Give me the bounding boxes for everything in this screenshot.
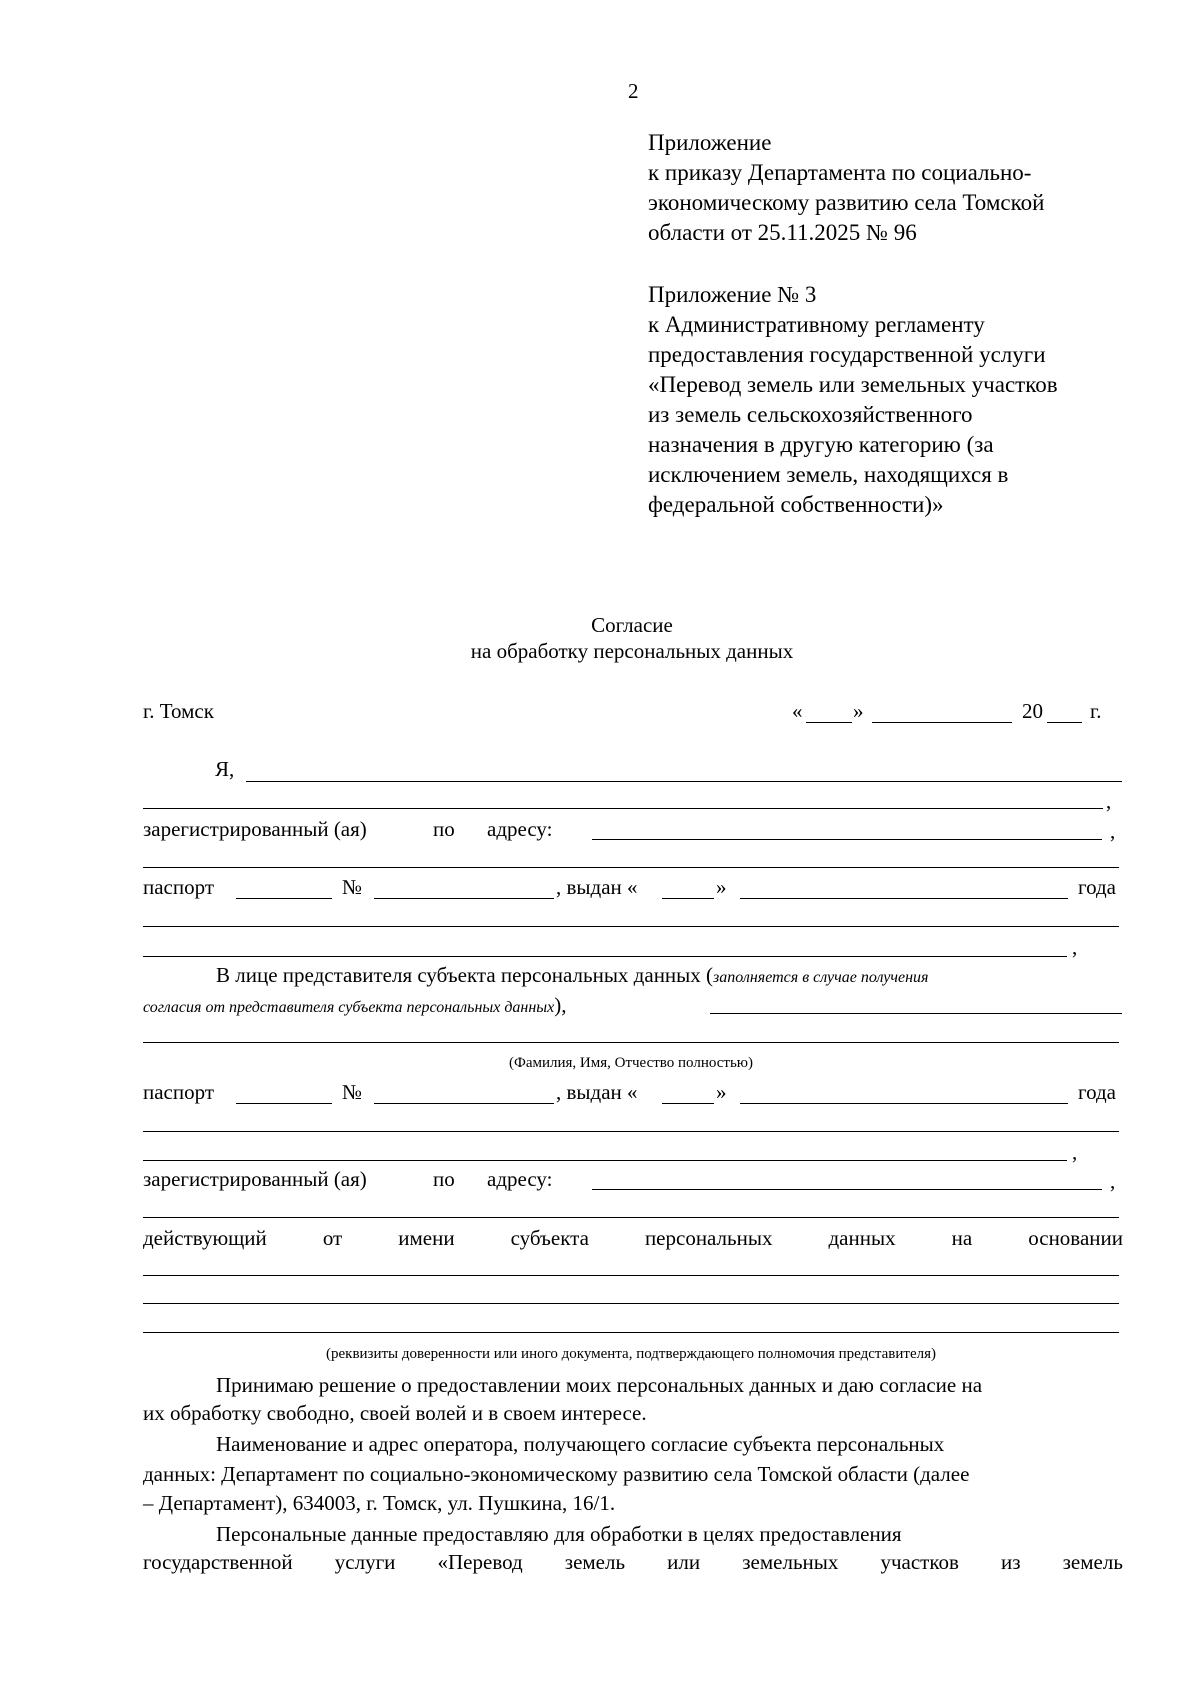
acting-word: данных bbox=[828, 1226, 896, 1250]
consent-paragraph-line bbox=[216, 1371, 1122, 1399]
paragraph-text: – Департамент), 634003, г. Томск, ул. Пушкина, 16/1. bbox=[143, 1491, 616, 1515]
document-title-subline: на обработку персональных данных bbox=[470, 639, 794, 663]
appendix-header-line: федеральной собственности)» bbox=[648, 492, 944, 517]
paragraph-text: их обработку свободно, своей волей и в своем интересе. bbox=[143, 1401, 647, 1425]
acting-word: субъекта bbox=[510, 1226, 589, 1250]
address-blank[interactable] bbox=[592, 1189, 1102, 1190]
acting-word: действующий bbox=[143, 1226, 267, 1250]
page-number: 2 bbox=[628, 79, 639, 103]
appendix-header-line: исключением земель, находящихся в bbox=[648, 462, 1009, 487]
purpose-word: государственной bbox=[143, 1550, 293, 1574]
registered-label: адресу: bbox=[487, 1167, 553, 1191]
representative-clause bbox=[216, 962, 1120, 991]
number-label: № bbox=[342, 875, 363, 899]
address-continuation-blank[interactable] bbox=[143, 1217, 1119, 1218]
paragraph-text: Наименование и адрес оператора, получающего согласие субъекта персональных bbox=[216, 1432, 945, 1456]
issued-by-blank[interactable] bbox=[740, 898, 1068, 899]
appendix-header-line: Приложение bbox=[648, 130, 772, 155]
issued-label: , выдан « bbox=[556, 875, 638, 899]
basis-blank[interactable] bbox=[143, 1303, 1119, 1304]
acting-word: от bbox=[322, 1226, 343, 1250]
proxy-caption: (реквизиты доверенности или иного документа, подтверждающего полномочия представителя) bbox=[326, 1346, 936, 1362]
year-suffix: г. bbox=[1090, 699, 1102, 723]
month-blank[interactable] bbox=[872, 722, 1012, 723]
representative-name-blank[interactable] bbox=[710, 1013, 1122, 1014]
issued-by-continuation-blank[interactable] bbox=[143, 926, 1119, 927]
basis-blank[interactable] bbox=[143, 1332, 1119, 1333]
appendix-header-1 bbox=[648, 128, 1044, 248]
date-close-quote: » bbox=[853, 699, 864, 723]
comma: , bbox=[1110, 819, 1116, 843]
issued-label: , выдан « bbox=[556, 1080, 638, 1104]
appendix-header-line: экономическому развитию села Томской bbox=[648, 190, 1045, 215]
appendix-header-line: Приложение № 3 bbox=[648, 282, 817, 307]
purpose-line bbox=[143, 1548, 1123, 1576]
issued-close-quote: » bbox=[716, 1080, 727, 1104]
appendix-header-line: назначения в другую категорию (за bbox=[648, 432, 994, 457]
document-title bbox=[0, 612, 1200, 664]
appendix-header-line: области от 25.11.2025 № 96 bbox=[648, 220, 917, 245]
paragraph-text: Персональные данные предоставляю для обработки в целях предоставления bbox=[216, 1522, 902, 1546]
appendix-header-line: предоставления государственной услуги bbox=[648, 342, 1046, 367]
year-prefix: 20 bbox=[1022, 699, 1043, 723]
address-continuation-blank[interactable] bbox=[143, 867, 1119, 868]
paragraph-text: данных: Департамент по социально-экономическому развитию села Томской области (далее bbox=[143, 1462, 970, 1486]
purpose-word: земель bbox=[564, 1550, 626, 1574]
purpose-word: из bbox=[1001, 1550, 1021, 1574]
issued-by-continuation-blank[interactable] bbox=[143, 1160, 1067, 1161]
representative-name-continuation-blank[interactable] bbox=[143, 1042, 1119, 1043]
year-blank[interactable] bbox=[1047, 722, 1082, 723]
appendix-header-line: из земель сельскохозяйственного bbox=[648, 402, 973, 427]
appendix-header-2 bbox=[648, 280, 1058, 520]
passport-series-blank[interactable] bbox=[236, 1103, 332, 1104]
registered-label: зарегистрированный (ая) bbox=[143, 817, 367, 841]
comma: , bbox=[1072, 935, 1078, 959]
appendix-header-line: к приказу Департамента по социально- bbox=[648, 160, 1032, 185]
purpose-word: земель bbox=[1062, 1550, 1123, 1574]
year-label: года bbox=[1078, 1080, 1116, 1104]
purpose-word: земельных bbox=[742, 1550, 839, 1574]
representative-note: согласия от представителя субъекта персональных данных bbox=[143, 999, 555, 1016]
representative-text: В лице представителя субъекта персональных данных ( bbox=[216, 963, 714, 987]
acting-word: основании bbox=[1028, 1226, 1123, 1250]
paragraph-text: Принимаю решение о предоставлении моих персональных данных и даю согласие на bbox=[216, 1373, 983, 1397]
passport-number-blank[interactable] bbox=[374, 898, 554, 899]
number-label: № bbox=[342, 1080, 363, 1104]
acting-on-behalf-line bbox=[143, 1224, 1123, 1252]
fio-caption: (Фамилия, Имя, Отчество полностью) bbox=[508, 1055, 754, 1071]
day-blank[interactable] bbox=[806, 722, 852, 723]
purpose-word: «Перевод bbox=[437, 1550, 523, 1574]
passport-number-blank[interactable] bbox=[374, 1103, 554, 1104]
comma: , bbox=[1106, 789, 1112, 813]
acting-word: персональных bbox=[644, 1226, 773, 1250]
registered-label: зарегистрированный (ая) bbox=[143, 1167, 367, 1191]
issue-day-blank[interactable] bbox=[662, 898, 714, 899]
basis-blank[interactable] bbox=[143, 1275, 1119, 1276]
document-title-line: Согласие bbox=[591, 613, 673, 637]
issued-by-continuation-blank[interactable] bbox=[143, 956, 1067, 957]
acting-word: имени bbox=[398, 1226, 455, 1250]
representative-clause-cont bbox=[143, 992, 566, 1018]
appendix-header-line: «Перевод земель или земельных участков bbox=[648, 372, 1058, 397]
date-open-quote: « bbox=[792, 699, 803, 723]
address-blank[interactable] bbox=[592, 839, 1102, 840]
full-name-blank[interactable] bbox=[246, 781, 1122, 782]
registered-label: адресу: bbox=[487, 817, 553, 841]
representative-note: заполняется в случае получения bbox=[713, 969, 929, 986]
issued-by-blank[interactable] bbox=[740, 1103, 1068, 1104]
representative-text-end: ), bbox=[554, 993, 567, 1017]
passport-series-blank[interactable] bbox=[236, 898, 332, 899]
year-label: года bbox=[1078, 875, 1116, 899]
purpose-word: услуги bbox=[334, 1550, 396, 1574]
i-label: Я, bbox=[215, 757, 235, 781]
appendix-header-line: к Административному регламенту bbox=[648, 312, 985, 337]
registered-label: по bbox=[433, 817, 455, 841]
issue-day-blank[interactable] bbox=[662, 1103, 714, 1104]
passport-label: паспорт bbox=[143, 1080, 215, 1104]
comma: , bbox=[1072, 1140, 1078, 1164]
passport-label: паспорт bbox=[143, 875, 215, 899]
purpose-word: или bbox=[667, 1550, 701, 1574]
issued-close-quote: » bbox=[716, 875, 727, 899]
registered-label: по bbox=[433, 1167, 455, 1191]
comma: , bbox=[1110, 1169, 1116, 1193]
full-name-continuation-blank[interactable] bbox=[143, 808, 1103, 809]
place-of-signing: г. Томск bbox=[143, 699, 214, 723]
issued-by-continuation-blank[interactable] bbox=[143, 1131, 1119, 1132]
purpose-word: участков bbox=[880, 1550, 959, 1574]
acting-word: на bbox=[951, 1226, 973, 1250]
